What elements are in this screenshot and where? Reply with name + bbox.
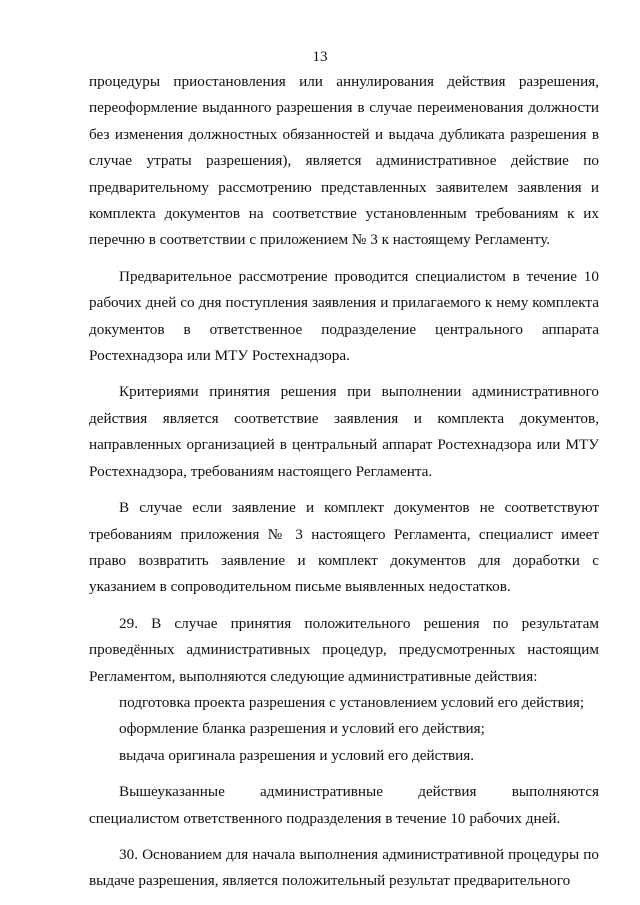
action-list-item-3: выдача оригинала разрешения и условий его действия. (119, 746, 475, 764)
word: выполняются (511, 783, 599, 801)
action-list-item-1: подготовка проекта разрешения с установлением условий его действия; (119, 693, 585, 711)
action-list-item-2: оформление бланка разрешения и условий его действия; (119, 720, 485, 738)
paragraph-decision-criteria: Критериями принятия решения при выполнении административного действия является соответствие заявления и комплекта документов, направленных организацией в центральный аппарат Ростехнадзора или МТУ Ростехнадзора, требованиям настоящего Регламента. (89, 383, 599, 480)
word: Вышеуказанные (119, 783, 225, 801)
document-body (89, 69, 599, 895)
word: административные (260, 783, 384, 801)
page-number: 13 (312, 49, 328, 65)
word: действия (418, 783, 477, 801)
paragraph-above-actions-rest: специалистом ответственного подразделения в течение 10 рабочих дней. (89, 809, 561, 827)
paragraph-item-29: 29. В случае принятия положительного решения по результатам проведённых административных процедур, предусмотренных настоящим Регламентом, выполняются следующие административные действия: (89, 614, 599, 685)
paragraph-above-actions-line (89, 779, 599, 805)
paragraph-nonconformity: В случае если заявление и комплект документов не соответствуют требованиям приложения № 3 настоящего Регламента, специалист имеет право возвратить заявление и комплект документов для доработки с указанием в сопроводительном письме выявленных недостатков. (89, 499, 599, 596)
paragraph-preliminary-review: Предварительное рассмотрение проводится специалистом в течение 10 рабочих дней со дня поступления заявления и прилагаемого к нему комплекта документов в ответственное подразделение центрального аппарата Ростехнадзора или МТУ Ростехнадзора. (89, 267, 599, 365)
paragraph-continuation: процедуры приостановления или аннулирования действия разрешения, переоформление выданного разрешения в случае переименования должности без изменения должностных обязанностей и выдача дубликата разрешения в случае утраты разрешения), является административное действие по предварительному рассмотрению представленных заявителем заявления и комплекта документов на соответствие установленным требованиям к их перечню в соответствии с приложением № 3 к настоящему Регламенту. (89, 73, 599, 249)
paragraph-item-30: 30. Основанием для начала выполнения административной процедуры по выдаче разрешения, является положительный результат предварительного (89, 845, 599, 890)
